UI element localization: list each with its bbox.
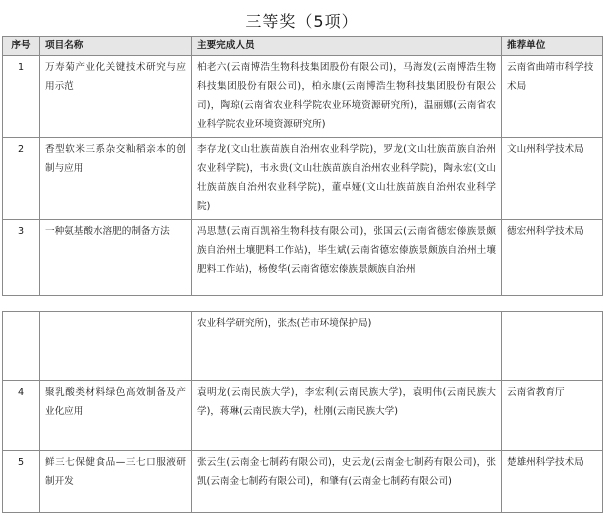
row-no: 4	[3, 381, 40, 451]
table-row	[3, 451, 603, 513]
row-no: 5	[3, 451, 40, 513]
row-unit: 文山州科学技术局	[502, 138, 603, 220]
header-project: 项目名称	[40, 37, 192, 56]
row-unit: 云南省曲靖市科学技术局	[502, 56, 603, 138]
table-header-row	[3, 37, 603, 56]
table-row	[3, 312, 603, 381]
row-project	[40, 312, 192, 381]
table-row	[3, 220, 603, 296]
row-project: 聚乳酸类材料绿色高效制备及产业化应用	[40, 381, 192, 451]
row-no	[3, 312, 40, 381]
header-unit: 推荐单位	[502, 37, 603, 56]
row-unit	[502, 312, 603, 381]
row-project: 万寿菊产业化关键技术研究与应用示范	[40, 56, 192, 138]
row-project: 鲜三七保健食品—三七口服液研制开发	[40, 451, 192, 513]
row-people: 冯思慧(云南百凯裕生物科技有限公司)，张国云(云南省德宏傣族景颇族自治州土壤肥料工作站)，毕生斌(云南省德宏傣族景颇族自治州土壤肥料工作站)，杨俊华(云南省德宏傣族景颇族自治州	[192, 220, 502, 296]
table-row	[3, 138, 603, 220]
row-people: 农业科学研究所)，张杰(芒市环境保护局)	[192, 312, 502, 381]
row-unit: 德宏州科学技术局	[502, 220, 603, 296]
table-row	[3, 381, 603, 451]
row-unit: 楚雄州科学技术局	[502, 451, 603, 513]
row-no: 3	[3, 220, 40, 296]
row-unit: 云南省教育厅	[502, 381, 603, 451]
row-no: 2	[3, 138, 40, 220]
awards-table	[2, 36, 603, 296]
row-project: 一种氨基酸水溶肥的制备方法	[40, 220, 192, 296]
page-title: 三等奖（5项）	[245, 12, 359, 31]
row-project: 香型软米三系杂交籼稻亲本的创制与应用	[40, 138, 192, 220]
row-people: 李存龙(文山壮族苗族自治州农业科学院)，罗龙(文山壮族苗族自治州农业科学院)，韦永贵(文山壮族苗族自治州农业科学院)，陶永宏(文山壮族苗族自治州农业科学院)，董卓娅(文山壮族苗族自治州农业科学院)	[192, 138, 502, 220]
row-people: 张云生(云南金七制药有限公司)，史云龙(云南金七制药有限公司)，张凯(云南金七制药有限公司)，和肇有(云南金七制药有限公司)	[192, 451, 502, 513]
header-no: 序号	[3, 37, 40, 56]
row-no: 1	[3, 56, 40, 138]
table-row	[3, 56, 603, 138]
header-people: 主要完成人员	[192, 37, 502, 56]
row-people: 柏老六(云南博浩生物科技集团股份有限公司)，马海发(云南博浩生物科技集团股份有限公司)，柏永康(云南博浩生物科技集团股份有限公司)，陶琼(云南省农业科学院农业环境资源研究所)，温丽娜(云南省农业科学院农业环境资源研究所)	[192, 56, 502, 138]
awards-table-continued	[2, 311, 603, 513]
row-people: 袁明龙(云南民族大学)，李宏利(云南民族大学)，袁明伟(云南民族大学)，蒋琳(云南民族大学)，杜刚(云南民族大学)	[192, 381, 502, 451]
